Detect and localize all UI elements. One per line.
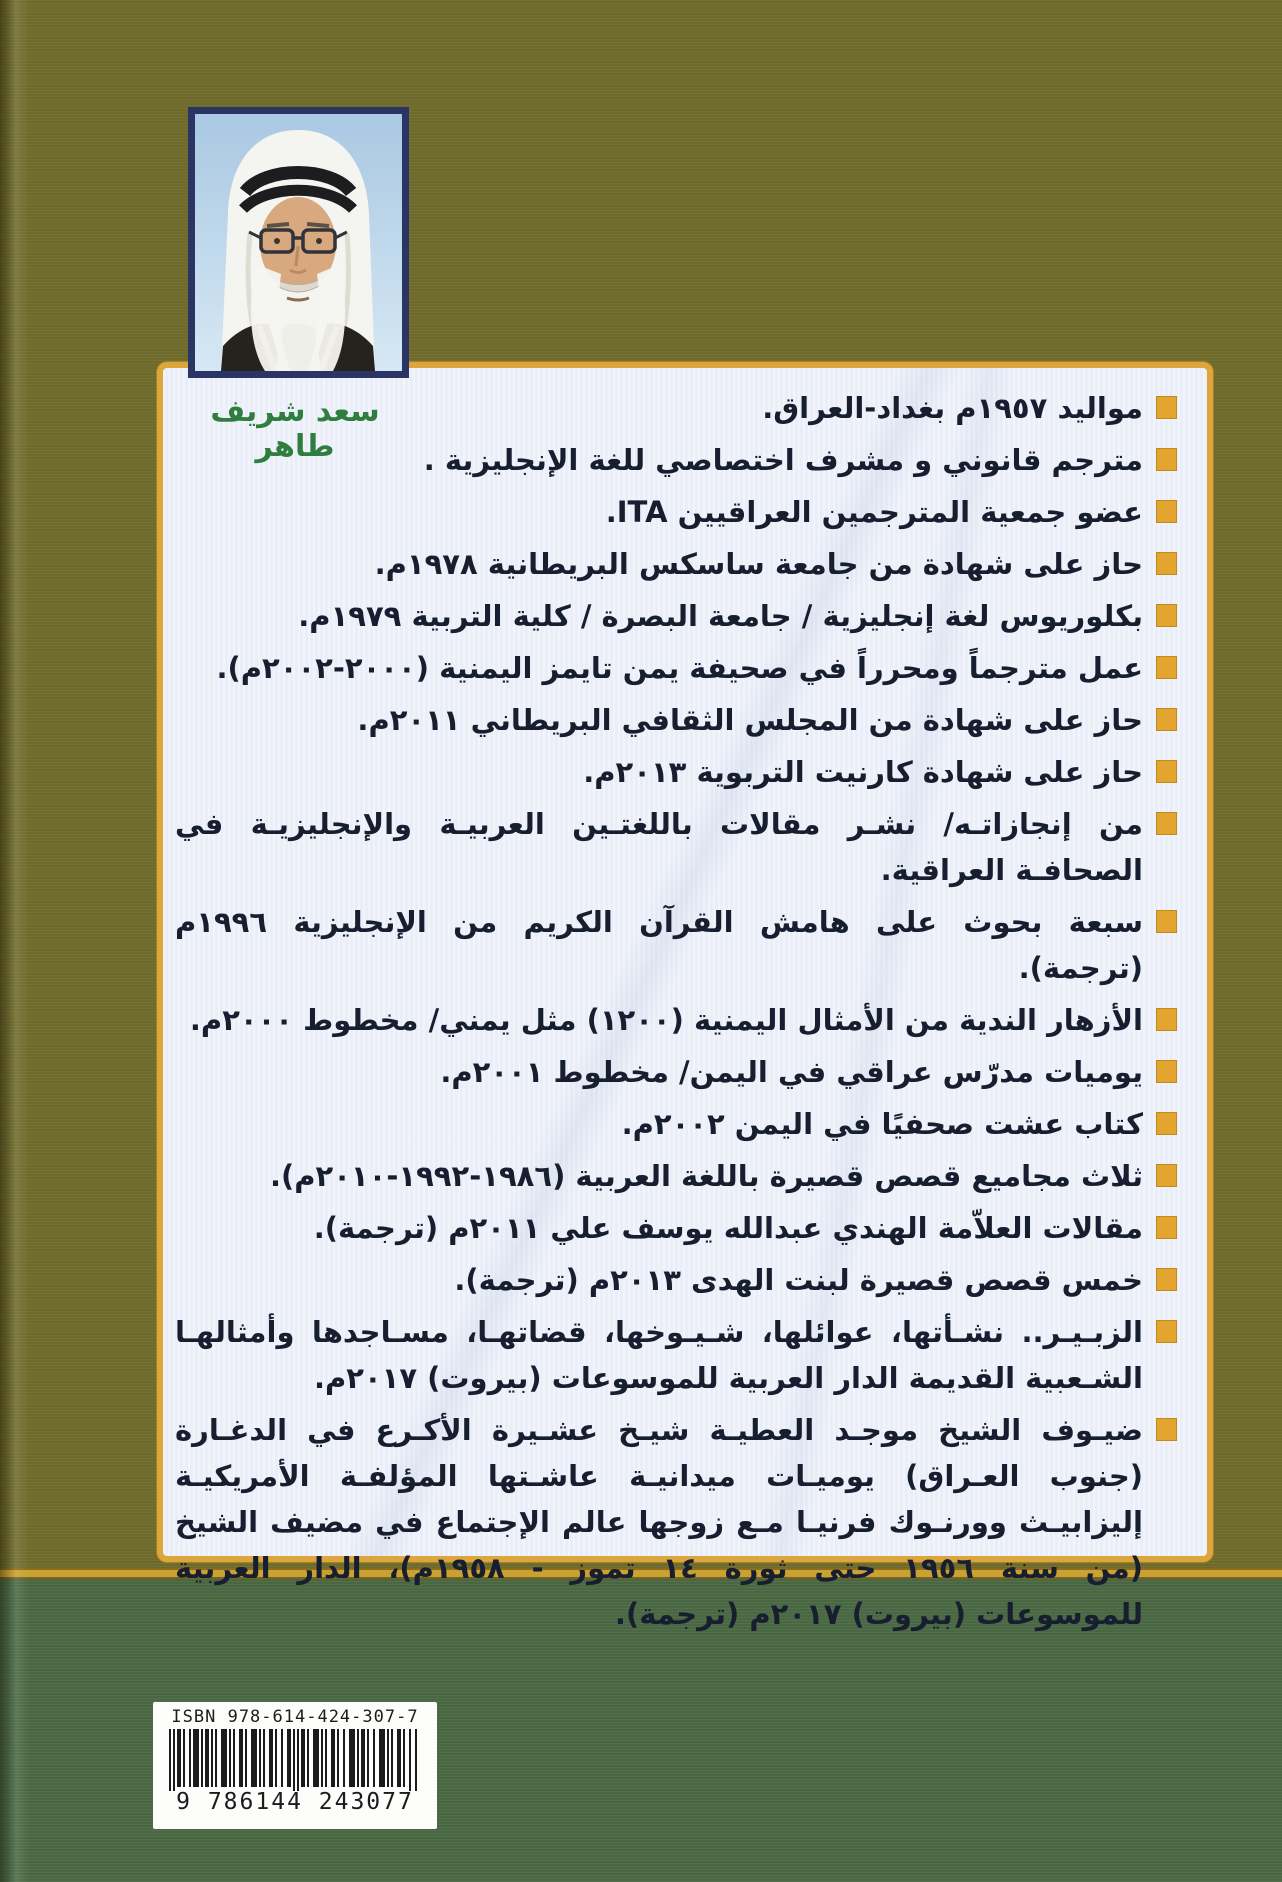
bullet-square-icon: [1156, 1112, 1177, 1135]
bio-panel: [157, 362, 1213, 1631]
bio-item-text: حاز على شهادة من المجلس الثقافي البريطاني ٢٠١١م.: [357, 703, 1143, 737]
author-name: سعد شريف طاهر: [210, 394, 380, 464]
bio-item: [175, 1257, 1177, 1303]
bio-item-text: حاز على شهادة كارنيت التربوية ٢٠١٣م.: [583, 755, 1143, 789]
isbn-block: [153, 1702, 437, 1829]
bio-item-text: الزبـيـر.. نشـأتها، عوائلها، شـيـوخها، قضاتهـا، مسـاجدها وأمثالهـا الشـعبية القديمة الدار العربية للموسوعات (بيروت) ٢٠١٧م.: [175, 1315, 1143, 1395]
bullet-square-icon: [1156, 1418, 1177, 1441]
bio-item: [175, 749, 1177, 795]
bio-item: [175, 1205, 1177, 1251]
bullet-square-icon: [1156, 1008, 1177, 1031]
bio-item: [175, 489, 1177, 535]
bio-item: [175, 899, 1177, 991]
bio-item-text: ثلاث مجاميع قصص قصيرة باللغة العربية (١٩٨٦-١٩٩٢-٢٠١٠م).: [270, 1159, 1143, 1193]
bio-item: [175, 697, 1177, 743]
bio-list: [163, 368, 1207, 1637]
bullet-square-icon: [1156, 604, 1177, 627]
bio-item: [175, 1309, 1177, 1401]
bio-item-text: عمل مترجماً ومحرراً في صحيفة يمن تايمز اليمنية (٢٠٠٠-٢٠٠٢م).: [216, 651, 1143, 685]
bullet-square-icon: [1156, 656, 1177, 679]
bio-item-text: مترجم قانوني و مشرف اختصاصي للغة الإنجليزية .: [423, 443, 1143, 477]
bio-item-text: مواليد ١٩٥٧م بغداد-العراق.: [762, 391, 1143, 425]
bullet-square-icon: [1156, 1060, 1177, 1083]
bio-item: [175, 645, 1177, 691]
bio-item-text: ضيـوف الشيخ موجـد العطيـة شيـخ عشـيرة الأكـرع في الدغـارة (جنوب العـراق) يوميـات ميدانيـة عاشـتها المؤلفـة الأمريكيـة إليزابيـث وورنـوك فرنيـا مـع زوجها عالم الإجتماع في مضيف الشيخ (من سنة ١٩٥٦ حتى ثورة ١٤ تموز - ١٩٥٨م)، الدار العربية للموسوعات (بيروت) ٢٠١٧م (ترجمة).: [175, 1413, 1143, 1631]
bullet-square-icon: [1156, 1320, 1177, 1343]
bio-item: [175, 1049, 1177, 1095]
bullet-square-icon: [1156, 1268, 1177, 1291]
bio-item: [175, 801, 1177, 893]
bio-item-text: خمس قصص قصيرة لبنت الهدى ٢٠١٣م (ترجمة).: [454, 1263, 1143, 1297]
bio-item: [175, 1407, 1177, 1637]
bullet-square-icon: [1156, 552, 1177, 575]
bullet-square-icon: [1156, 396, 1177, 419]
bio-item: [175, 997, 1177, 1043]
isbn-number: ISBN 978-614-424-307-7: [171, 1707, 419, 1727]
author-photo: [188, 107, 409, 378]
bio-item: [175, 541, 1177, 587]
barcode-digits: 9 786144 243077: [176, 1789, 414, 1815]
bullet-square-icon: [1156, 760, 1177, 783]
ean-barcode: [169, 1729, 421, 1791]
bullet-square-icon: [1156, 812, 1177, 835]
bullet-square-icon: [1156, 910, 1177, 933]
bio-item-text: بكلوريوس لغة إنجليزية / جامعة البصرة / كلية التربية ١٩٧٩م.: [298, 599, 1143, 633]
bullet-square-icon: [1156, 1216, 1177, 1239]
bio-item-text: عضو جمعية المترجمين العراقيين ITA.: [605, 495, 1143, 529]
bio-item-text: حاز على شهادة من جامعة ساسكس البريطانية ١٩٧٨م.: [374, 547, 1143, 581]
bio-item-text: الأزهار الندية من الأمثال اليمنية (١٢٠٠) مثل يمني/ مخطوط ٢٠٠٠م.: [189, 1003, 1143, 1037]
bio-item-text: سبعة بحوث على هامش القرآن الكريم من الإنجليزية ١٩٩٦م (ترجمة).: [175, 905, 1143, 985]
bio-item: [175, 1153, 1177, 1199]
bio-item: [175, 1101, 1177, 1147]
bullet-square-icon: [1156, 448, 1177, 471]
portrait-illustration: [195, 114, 402, 371]
bio-item-text: من إنجازاتـه/ نشـر مقالات باللغتـين العربيـة والإنجليزيـة في الصحافـة العراقية.: [175, 807, 1143, 887]
bio-item-text: يوميات مدرّس عراقي في اليمن/ مخطوط ٢٠٠١م.: [440, 1055, 1143, 1089]
bullet-square-icon: [1156, 1164, 1177, 1187]
bio-item: [175, 593, 1177, 639]
bio-item-text: مقالات العلاّمة الهندي عبدالله يوسف علي ٢٠١١م (ترجمة).: [313, 1211, 1143, 1245]
bullet-square-icon: [1156, 500, 1177, 523]
bio-item-text: كتاب عشت صحفيًا في اليمن ٢٠٠٢م.: [621, 1107, 1143, 1141]
bullet-square-icon: [1156, 708, 1177, 731]
